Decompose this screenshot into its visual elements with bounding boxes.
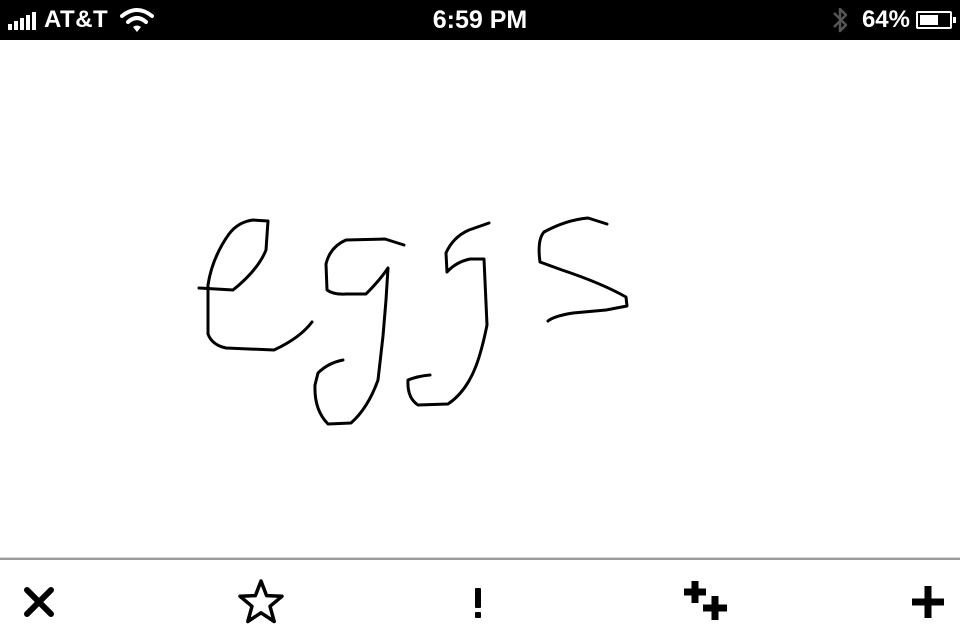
star-icon [236, 577, 286, 627]
sketch-layer [0, 40, 960, 558]
drawing-canvas[interactable] [0, 40, 960, 558]
battery-percent: 64% [861, 6, 910, 33]
sketch-stroke-g2 [408, 223, 489, 405]
add-button[interactable] [896, 570, 960, 634]
add-multiple-button[interactable] [672, 570, 736, 634]
bluetooth-icon [830, 5, 850, 35]
sketch-stroke-s [539, 218, 627, 321]
status-bar [0, 0, 960, 40]
battery-icon [916, 11, 952, 29]
plus-icon [908, 582, 948, 622]
status-right [830, 0, 952, 40]
sketch-stroke-g1 [315, 239, 404, 424]
double-plus-icon [676, 574, 732, 630]
close-button[interactable] [7, 570, 71, 634]
exclamation-icon [468, 582, 488, 622]
carrier-name: AT&T [44, 6, 109, 33]
status-time: 6:59 PM [432, 6, 528, 34]
close-icon [19, 582, 59, 622]
sketch-stroke-e [199, 220, 312, 350]
favorite-button[interactable] [229, 570, 293, 634]
bottom-toolbar [0, 558, 960, 640]
important-button[interactable] [446, 570, 510, 634]
